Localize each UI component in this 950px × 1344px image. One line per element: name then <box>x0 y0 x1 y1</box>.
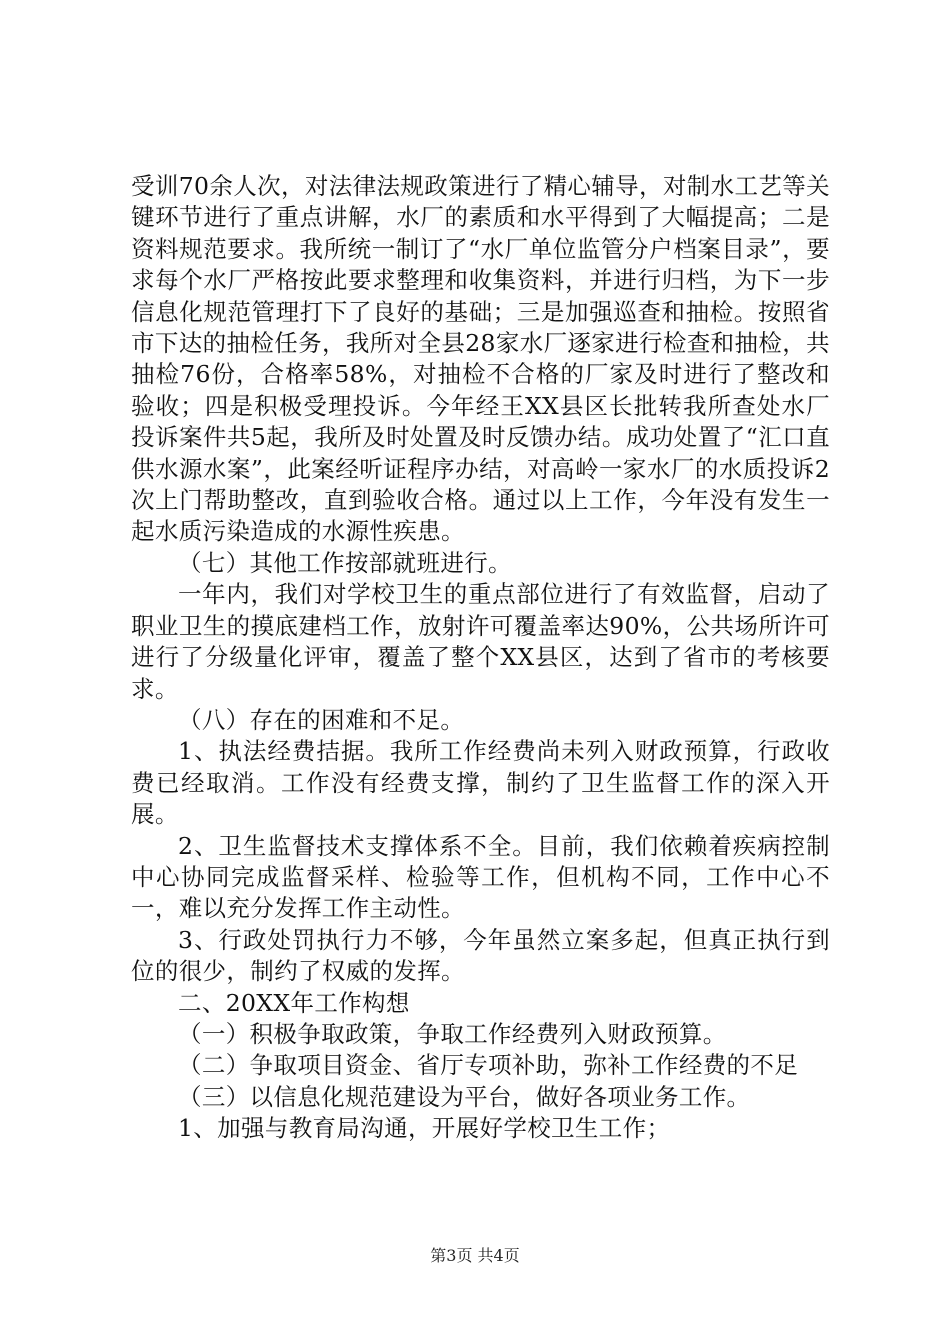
heading-work-plan: 二、20XX年工作构想 <box>178 988 410 1017</box>
paragraph-annual-supervision: 一年内，我们对学校卫生的重点部位进行了有效监督，启动了职业卫生的摸底建档工作，放射许可覆盖率达90%，公共场所许可进行了分级量化评审，覆盖了整个XX县区，达到了省市的考核要求。 <box>131 580 830 703</box>
paragraph-plan-3-item-1: 1、加强与教育局沟通，开展好学校卫生工作； <box>178 1114 671 1143</box>
paragraph-plan-3: （三）以信息化规范建设为平台，做好各项业务工作。 <box>178 1082 751 1111</box>
document-body <box>131 171 830 1145</box>
paragraph-difficulty-2: 2、卫生监督技术支撑体系不全。目前，我们依赖着疾病控制中心协同完成监督采样、检验等工作，但机构不同，工作中心不一，难以充分发挥工作主动性。 <box>131 831 830 923</box>
heading-difficulties: （八）存在的困难和不足。 <box>178 705 465 734</box>
page-number-footer: 第3页 共4页 <box>430 1246 520 1265</box>
paragraph-difficulty-1: 1、执法经费拮据。我所工作经费尚未列入财政预算，行政收费已经取消。工作没有经费支撑，制约了卫生监督工作的深入开展。 <box>131 737 830 829</box>
paragraph-water-plant-supervision: 受训70余人次，对法律法规政策进行了精心辅导，对制水工艺等关键环节进行了重点讲解，水厂的素质和水平得到了大幅提高；二是资料规范要求。我所统一制订了“水厂单位监管分户档案目录”，要求每个水厂严格按此要求整理和收集资料，并进行归档，为下一步信息化规范管理打下了良好的基础；三是加强巡查和抽检。按照省市下达的抽检任务，我所对全县28家水厂逐家进行检查和抽检，共抽检76份，合格率58%，对抽检不合格的厂家及时进行了整改和验收；四是积极受理投诉。今年经王XX县区长批转我所查处水厂投诉案件共5起，我所及时处置及时反馈办结。成功处置了“汇口直供水源水案”，此案经听证程序办结，对高岭一家水厂的水质投诉2次上门帮助整改，直到验收合格。通过以上工作，今年没有发生一起水质污染造成的水源性疾患。 <box>131 172 830 546</box>
paragraph-plan-1: （一）积极争取政策，争取工作经费列入财政预算。 <box>178 1019 727 1048</box>
paragraph-difficulty-3: 3、行政处罚执行力不够，今年虽然立案多起，但真正执行到位的很少，制约了权威的发挥。 <box>131 925 830 986</box>
paragraph-plan-2: （二）争取项目资金、省厅专项补助，弥补工作经费的不足 <box>178 1051 799 1080</box>
heading-other-work: （七）其他工作按部就班进行。 <box>178 548 512 577</box>
